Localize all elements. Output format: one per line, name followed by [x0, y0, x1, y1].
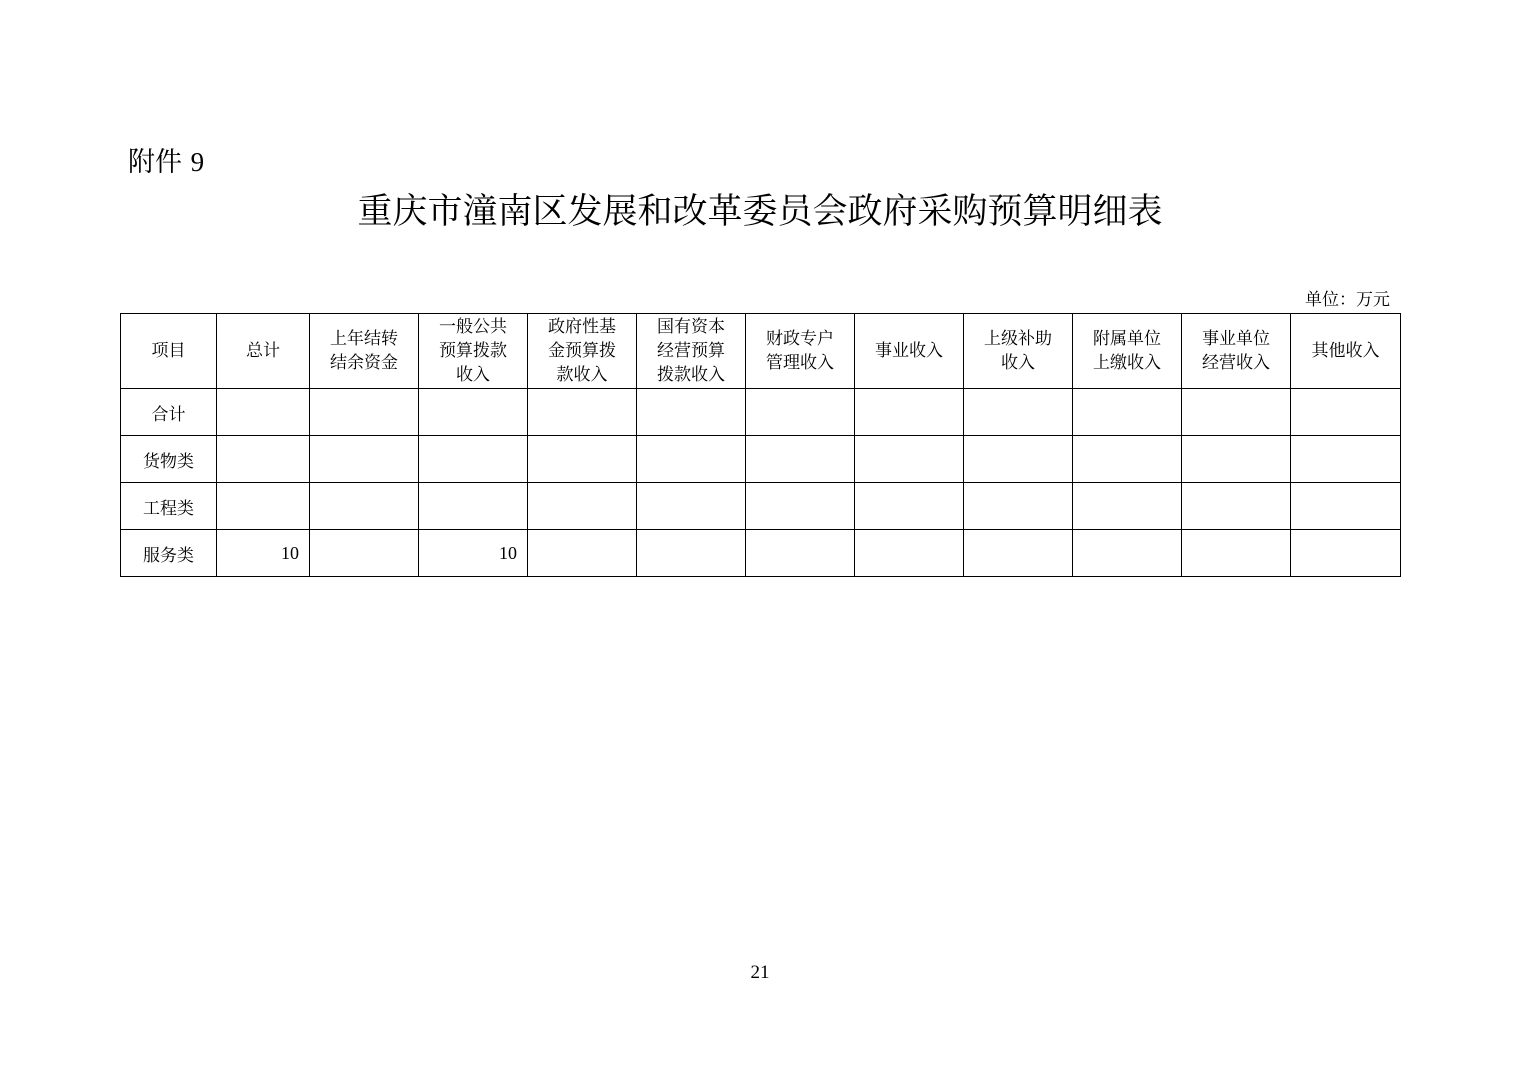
table-cell	[1073, 530, 1182, 577]
table-cell	[746, 436, 855, 483]
page-number: 21	[750, 962, 770, 983]
col-header-carryover: 上年结转 结余资金	[310, 314, 419, 389]
col-header-business-income: 事业收入	[855, 314, 964, 389]
col-header-superior-subsidy: 上级补助 收入	[964, 314, 1073, 389]
table-cell	[310, 530, 419, 577]
attachment-label	[128, 144, 204, 181]
unit-label: 单位：万元	[1305, 290, 1390, 310]
table-cell	[1073, 483, 1182, 530]
attachment-text: 附件	[128, 147, 182, 178]
table-cell	[746, 530, 855, 577]
table-cell	[419, 436, 528, 483]
table-cell	[637, 483, 746, 530]
col-header-item: 项目	[121, 314, 217, 389]
table-cell	[528, 483, 637, 530]
table-cell	[1182, 389, 1291, 436]
col-header-general-budget: 一般公共 预算拨款 收入	[419, 314, 528, 389]
row-label: 合计	[121, 389, 217, 436]
table-cell	[746, 483, 855, 530]
table-cell	[637, 530, 746, 577]
table-cell	[419, 483, 528, 530]
table-cell	[528, 436, 637, 483]
row-label: 服务类	[121, 530, 217, 577]
table-cell	[1291, 483, 1401, 530]
table-cell	[217, 389, 310, 436]
col-header-other-income: 其他收入	[1291, 314, 1401, 389]
table-cell: 10	[419, 530, 528, 577]
table-cell	[637, 436, 746, 483]
table-cell	[1291, 389, 1401, 436]
col-header-affiliate-income: 附属单位 上缴收入	[1073, 314, 1182, 389]
table-cell	[964, 389, 1073, 436]
table-cell	[217, 436, 310, 483]
table-row	[121, 389, 1401, 436]
document-title: 重庆市潼南区发展和改革委员会政府采购预算明细表	[357, 192, 1163, 232]
row-label: 工程类	[121, 483, 217, 530]
table-cell	[855, 530, 964, 577]
table-cell	[1291, 436, 1401, 483]
col-header-gov-fund: 政府性基 金预算拨 款收入	[528, 314, 637, 389]
table-cell	[964, 530, 1073, 577]
table-cell	[964, 483, 1073, 530]
table-cell: 10	[217, 530, 310, 577]
row-label: 货物类	[121, 436, 217, 483]
table-cell	[637, 389, 746, 436]
table-cell	[1073, 436, 1182, 483]
table-cell	[1182, 483, 1291, 530]
table-row	[121, 530, 1401, 577]
table-cell	[419, 389, 528, 436]
col-header-special-account: 财政专户 管理收入	[746, 314, 855, 389]
table-cell	[310, 389, 419, 436]
procurement-budget-table	[120, 313, 1401, 577]
table-header-row	[121, 314, 1401, 389]
col-header-operating-income: 事业单位 经营收入	[1182, 314, 1291, 389]
table-cell	[746, 389, 855, 436]
table-cell	[310, 483, 419, 530]
table-cell	[1182, 530, 1291, 577]
col-header-total: 总计	[217, 314, 310, 389]
table-cell	[855, 436, 964, 483]
table-cell	[1182, 436, 1291, 483]
attachment-number: 9	[190, 147, 205, 177]
col-header-state-capital: 国有资本 经营预算 拨款收入	[637, 314, 746, 389]
table-cell	[310, 436, 419, 483]
table-cell	[855, 389, 964, 436]
table-row	[121, 483, 1401, 530]
table-row	[121, 436, 1401, 483]
table-cell	[528, 389, 637, 436]
table-cell	[855, 483, 964, 530]
table-cell	[964, 436, 1073, 483]
table-cell	[528, 530, 637, 577]
table-cell	[1291, 530, 1401, 577]
table-cell	[1073, 389, 1182, 436]
table-cell	[217, 483, 310, 530]
